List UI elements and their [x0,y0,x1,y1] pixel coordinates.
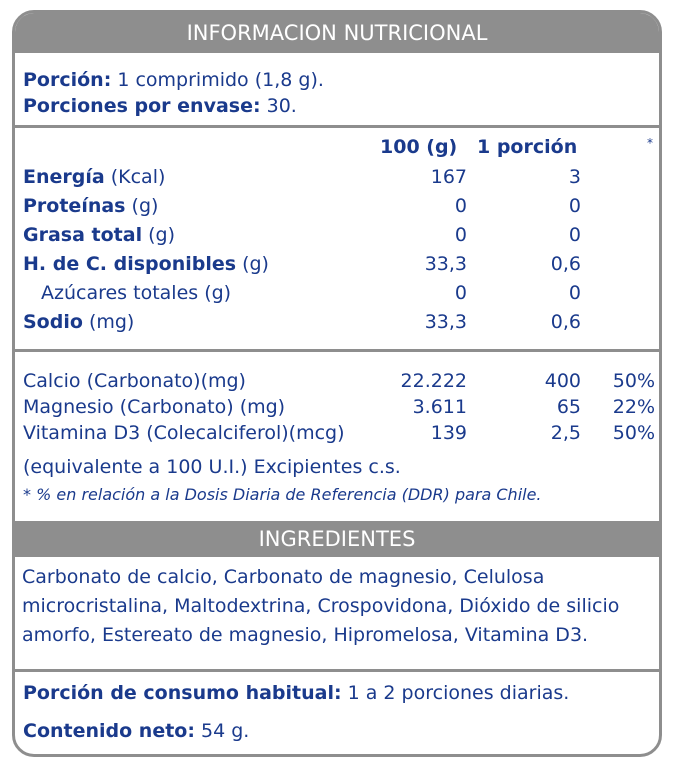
mineral-name: Calcio (Carbonato)(mg) [23,370,246,392]
mineral-value-portion: 400 [544,370,581,392]
nutrition-header: INFORMACION NUTRICIONAL [15,13,659,53]
nutrient-label: Proteínas [23,195,126,217]
nutrient-value-portion: 0,6 [550,311,581,333]
nutrient-unit: (g) [142,224,176,246]
ingredients-line: microcristalina, Maltodextrina, Crospovidona, Dióxido de silicio [22,595,620,617]
portion-line [23,68,324,92]
net-content-value: 54 g. [194,720,250,742]
portions-per-pack-label: Porciones por envase: [23,95,261,117]
nutrient-value-100g: 167 [430,166,467,188]
divider [15,125,659,128]
net-content-line [23,719,249,743]
nutrient-unit: (g) [198,282,232,304]
mineral-value-portion: 2,5 [550,422,581,444]
mineral-value-100g: 139 [430,422,467,444]
nutrient-value-100g: 0 [454,224,467,246]
portions-per-pack-line [23,94,297,118]
nutrient-label: Azúcares totales [41,282,199,304]
usage-line [23,681,569,705]
portion-label: Porción: [23,69,112,91]
nutrient-value-portion: 0,6 [550,253,581,275]
mineral-value-100g: 3.611 [412,396,467,418]
divider [15,669,659,672]
nutrient-unit: (g) [125,195,159,217]
ingredients-line: Carbonato de calcio, Carbonato de magnesio, Celulosa [22,566,545,588]
nutrient-name [23,223,175,247]
mineral-name: Vitamina D3 (Colecalciferol)(mcg) [23,422,345,444]
mineral-value-portion: 65 [556,396,581,418]
mineral-ddr-percent: 22% [612,396,655,418]
footnote-text: * % en relación a la Dosis Diaria de Referencia (DDR) para Chile. [23,485,542,504]
column-100g: 100 (g) [380,136,458,158]
usage-label: Porción de consumo habitual: [23,682,342,704]
mineral-name: Magnesio (Carbonato) (mg) [23,396,286,418]
nutrient-unit: (Kcal) [104,166,166,188]
mineral-value-100g: 22.222 [400,370,467,392]
nutrient-label: Grasa total [23,224,143,246]
nutrient-value-100g: 0 [454,195,467,217]
nutrient-value-100g: 0 [454,282,467,304]
column-portion: 1 porción [477,136,578,158]
nutrient-label: H. de C. disponibles [23,253,237,275]
mineral-ddr-percent: 50% [612,370,655,392]
nutrient-value-100g: 33,3 [424,253,467,275]
nutrient-name [41,281,231,305]
usage-value: 1 a 2 porciones diarias. [341,682,570,704]
nutrient-name [23,194,158,218]
net-content-label: Contenido neto: [23,720,195,742]
nutrient-value-100g: 33,3 [424,311,467,333]
nutrient-label: Sodio [23,311,83,333]
equivalent-text: (equivalente a 100 U.I.) Excipientes c.s. [23,456,401,478]
nutrient-unit: (g) [236,253,269,275]
portions-per-pack-value: 30. [260,95,297,117]
nutrient-name [23,252,269,276]
nutrient-name [23,165,165,189]
ingredients-line: amorfo, Estereato de magnesio, Hipromelosa, Vitamina D3. [22,624,589,646]
divider [15,349,659,352]
nutrient-value-portion: 3 [568,166,581,188]
portion-value: 1 comprimido (1,8 g). [111,69,324,91]
nutrition-panel [12,10,662,757]
ingredients-header: INGREDIENTES [15,521,659,557]
ingredients-text [22,563,656,650]
nutrient-label: Energía [23,166,105,188]
mineral-ddr-percent: 50% [612,422,655,444]
nutrient-value-portion: 0 [568,224,581,246]
nutrient-unit: (mg) [82,311,135,333]
nutrient-value-portion: 0 [568,282,581,304]
nutrient-value-portion: 0 [568,195,581,217]
nutrient-name [23,310,134,334]
column-ddr: * [647,136,653,150]
